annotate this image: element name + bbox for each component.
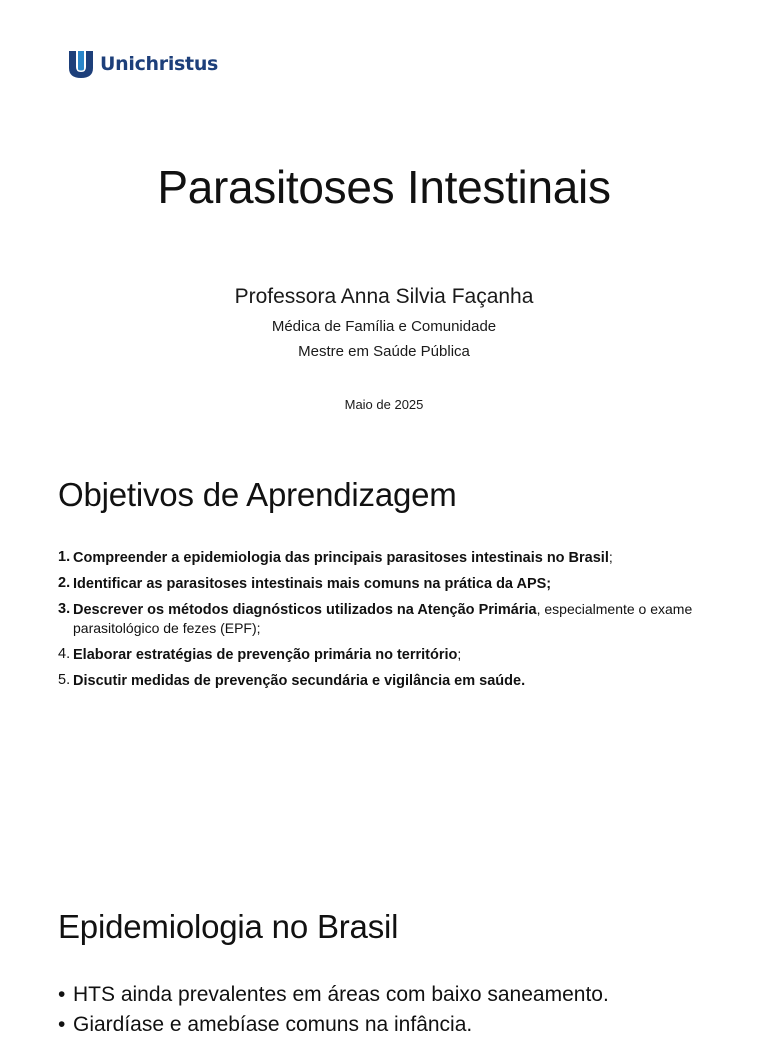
list-item <box>58 645 708 664</box>
presentation-date: Maio de 2025 <box>344 397 424 412</box>
item-number: 5. <box>58 672 71 688</box>
item-bold-text: Compreender a epidemiologia das principais parasitoses intestinais no Brasil <box>73 550 609 566</box>
slide-title: Parasitoses Intestinais <box>157 161 611 213</box>
item-text: ; <box>608 549 613 565</box>
item-bold-text: Discutir medidas de prevenção secundária e vigilância em saúde. <box>73 673 526 689</box>
item-number: 2. <box>58 575 71 591</box>
item-text: ; <box>457 646 462 662</box>
list-item <box>58 671 708 690</box>
u-shield-logo-icon <box>68 49 94 79</box>
item-bold-text: Identificar as parasitoses intestinais mais comuns na prática da APS; <box>73 576 552 592</box>
item-number: 4. <box>58 646 71 662</box>
epidemiology-heading: Epidemiologia no Brasil <box>58 908 399 945</box>
bullet-icon: • <box>58 983 66 1006</box>
list-item <box>58 1010 609 1040</box>
author-degree: Mestre em Saúde Pública <box>298 343 470 360</box>
item-number: 1. <box>58 549 71 565</box>
brand-name: Unichristus <box>100 53 219 75</box>
item-text: , especialmente o exame parasitológico de fezes (EPF); <box>73 601 693 636</box>
item-bold-text: Descrever os métodos diagnósticos utilizados na Atenção Primária <box>73 602 537 618</box>
item-text: Giardíase e amebíase comuns na infância. <box>73 1013 473 1036</box>
author-name: Professora Anna Silvia Façanha <box>234 285 534 308</box>
list-item <box>58 548 708 567</box>
list-item <box>58 980 609 1010</box>
brand-logo <box>68 48 218 80</box>
epidemiology-list <box>58 980 609 1040</box>
list-item <box>58 600 708 638</box>
objectives-list <box>58 548 708 697</box>
item-text: HTS ainda prevalentes em áreas com baixo saneamento. <box>73 983 609 1006</box>
list-item <box>58 574 708 593</box>
bullet-icon: • <box>58 1013 66 1036</box>
objectives-heading: Objetivos de Aprendizagem <box>58 476 457 513</box>
item-bold-text: Elaborar estratégias de prevenção primária no território <box>73 647 458 663</box>
item-number: 3. <box>58 601 71 617</box>
author-role: Médica de Família e Comunidade <box>271 318 497 335</box>
